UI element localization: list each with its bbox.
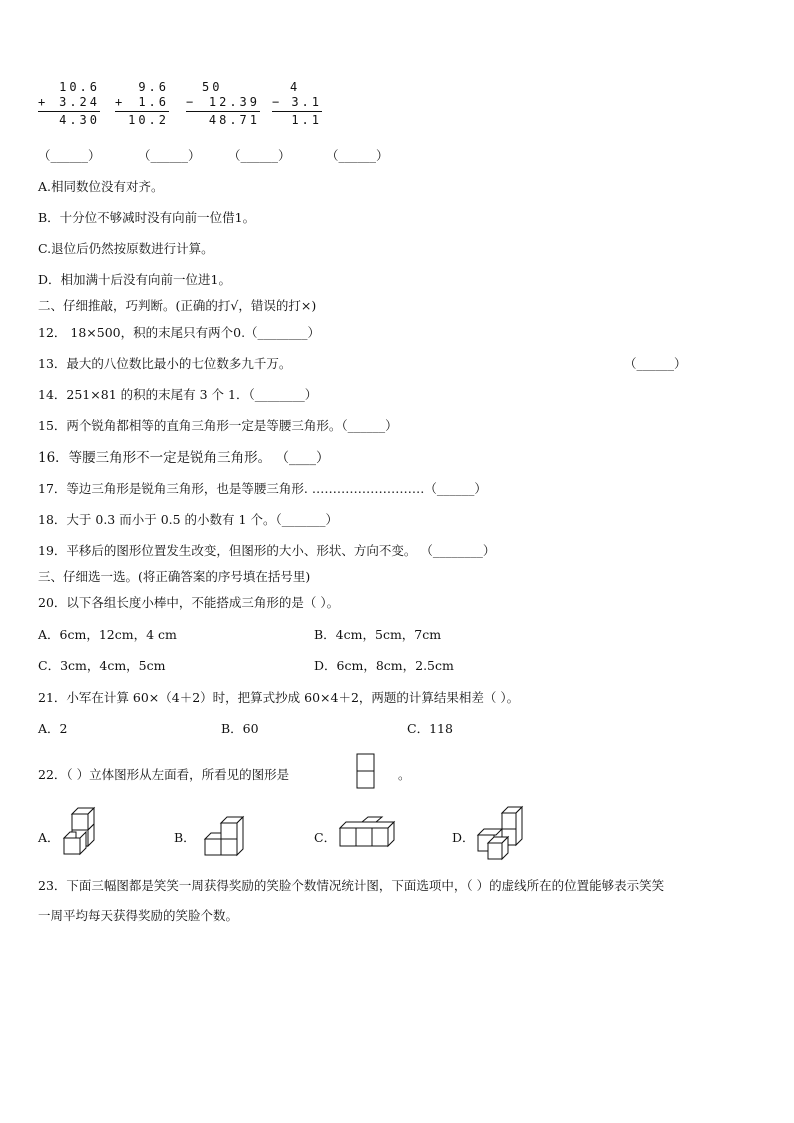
calc-2 — [115, 80, 169, 128]
calc-3 — [186, 80, 260, 128]
question-20-option-c[interactable]: C．3cm，4cm，5cm — [38, 658, 166, 673]
calc-3-b: 12.39 — [208, 95, 260, 109]
question-22-option-d[interactable]: D． — [452, 830, 475, 845]
calc-3-op: − — [186, 95, 197, 109]
calc-3-a: 50 — [202, 80, 223, 94]
question-21-option-a[interactable]: A．2 — [38, 721, 68, 736]
calc-2-b: 1.6 — [138, 95, 169, 109]
calc-1-a: 10.6 — [59, 80, 100, 94]
calc-2-op: + — [115, 95, 126, 109]
question-19: 19．平移后的图形位置发生改变，但图形的大小、形状、方向不变。 （________） — [38, 543, 496, 558]
reason-a: A.相同数位没有对齐。 — [38, 179, 164, 194]
calc-1-b: 3.24 — [59, 95, 100, 109]
question-20-stem: 20．以下各组长度小棒中，不能搭成三角形的是（ ）。 — [38, 595, 340, 610]
reason-b: B．十分位不够减时没有向前一位借1。 — [38, 210, 256, 225]
question-22-stem: 22．（ ）立体图形从左面看，所看见的图形是 — [38, 767, 290, 782]
calc-2-a: 9.6 — [138, 80, 169, 94]
question-22-option-c[interactable]: C． — [314, 830, 337, 845]
question-22-option-a[interactable]: A． — [38, 830, 60, 845]
question-22-option-b[interactable]: B． — [174, 830, 196, 845]
question-23-line1: 23．下面三幅图都是笑笑一周获得奖励的笑脸个数情况统计图，下面选项中，（ ）的虚线所在的位置能够表示笑笑 — [38, 878, 665, 893]
calc-4-op: − — [272, 95, 283, 109]
calc-blank-1[interactable]: （______） — [38, 148, 101, 163]
cube-figure-c-icon — [338, 816, 398, 850]
question-20-option-a[interactable]: A．6cm，12cm，4 cm — [38, 627, 177, 642]
question-15: 15．两个锐角都相等的直角三角形一定是等腰三角形。（______） — [38, 418, 398, 433]
question-22-stem-end: 。 — [398, 767, 411, 782]
question-23-line2: 一周平均每天获得奖励的笑脸个数。 — [38, 908, 239, 923]
question-12: 12． 18×500，积的末尾只有两个0.（________） — [38, 325, 321, 340]
calc-blank-3[interactable]: （______） — [228, 148, 291, 163]
question-17: 17．等边三角形是锐角三角形，也是等腰三角形. ………………………（______） — [38, 481, 487, 496]
question-21-stem: 21．小军在计算 60×（4＋2）时，把算式抄成 60×4＋2，两题的计算结果相差（ ）。 — [38, 690, 520, 705]
question-18: 18．大于 0.3 而小于 0.5 的小数有 1 个。（_______） — [38, 512, 338, 527]
section2-title: 二、仔细推敲，巧判断。(正确的打√，错误的打×) — [38, 298, 317, 313]
calc-4-result: 1.1 — [272, 111, 322, 128]
calc-1-result: 4.30 — [38, 111, 100, 128]
cube-figure-a-icon — [62, 806, 96, 858]
question-20-option-b[interactable]: B．4cm，5cm，7cm — [314, 627, 442, 642]
calc-1-op: + — [38, 95, 49, 109]
reason-c: C.退位后仍然按原数进行计算。 — [38, 241, 214, 256]
question-13: 13．最大的八位数比最小的七位数多九千万。 — [38, 356, 292, 371]
section3-title: 三、仔细选一选。(将正确答案的序号填在括号里) — [38, 569, 311, 584]
calc-4-b: 3.1 — [291, 95, 322, 109]
calc-4 — [272, 80, 322, 128]
calc-2-result: 10.2 — [115, 111, 169, 128]
reason-d: D．相加满十后没有向前一位进1。 — [38, 272, 231, 287]
left-view-icon — [356, 753, 376, 789]
calc-4-a: 4 — [290, 80, 301, 94]
calc-blank-2[interactable]: （______） — [138, 148, 201, 163]
question-16: 16．等腰三角形不一定是锐角三角形。 （____） — [38, 450, 330, 466]
cube-figure-d-icon — [476, 805, 528, 861]
calc-3-result: 48.71 — [186, 111, 260, 128]
question-20-option-d[interactable]: D．6cm，8cm，2.5cm — [314, 658, 454, 673]
calc-blank-4[interactable]: （______） — [326, 148, 389, 163]
question-13-blank[interactable]: （______） — [624, 356, 687, 371]
question-21-option-c[interactable]: C．118 — [407, 721, 453, 736]
question-21-option-b[interactable]: B．60 — [221, 721, 259, 736]
question-14: 14．251×81 的积的末尾有 3 个 1．（________） — [38, 387, 318, 402]
calc-1 — [38, 80, 100, 128]
cube-figure-b-icon — [203, 815, 247, 859]
